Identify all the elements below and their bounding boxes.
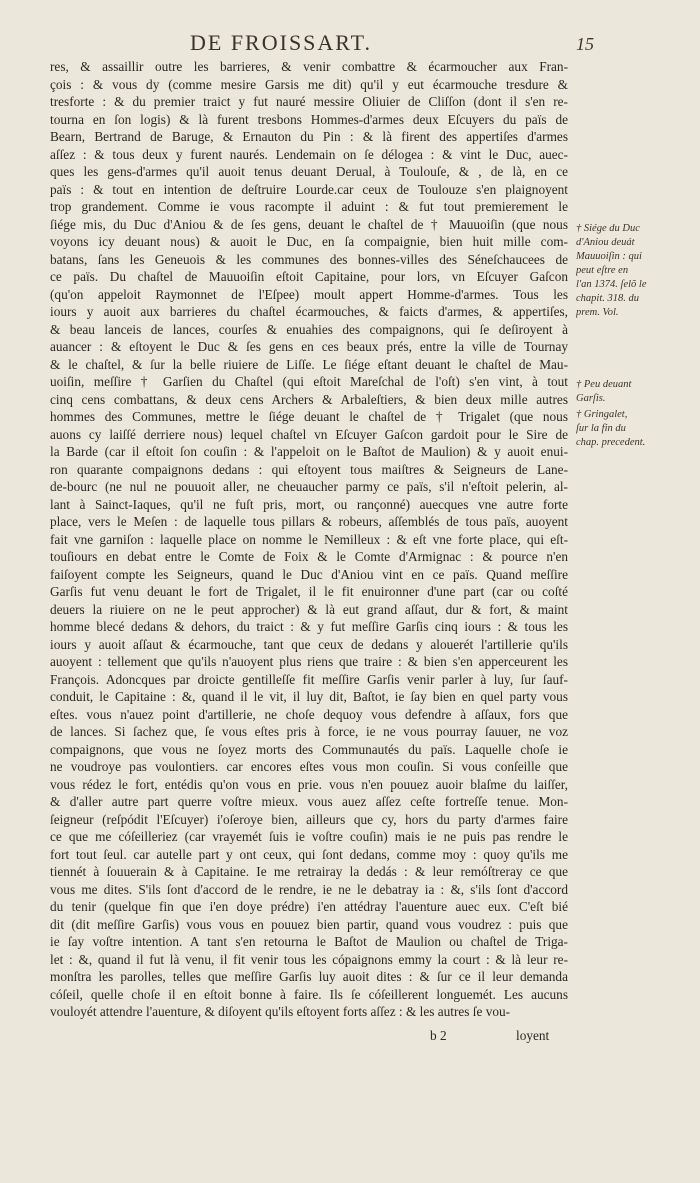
- text-line: du tenir (quelque fin que i'en doye prédre) i'en attédray l'auenture auec eux. C'eſt bié: [50, 899, 568, 914]
- text-line: ne voudroye pas voulontiers. car encores eſtes vous mon couſin. Si vous conſeille que: [50, 759, 568, 774]
- text-line: trop grandement. Comme ie vous racompte il aduint : & fut tout premierement le: [50, 199, 568, 214]
- text-line: vous rédez le fort, entédis qu'on vous en prie. vous n'en pouuez auoir blaſme du laiſſer,: [50, 776, 568, 792]
- text-line: tourna en ſon logis) & là furent tresbons Hommes-d'armes deux Eſcuyers du païs de: [50, 111, 568, 127]
- margin-note-line: † Gringalet,: [576, 409, 628, 420]
- text-line: compaignons, que vous ne ſoyez morts des Communautés du païs. Laquelle choſe ie: [50, 741, 568, 757]
- text-line: batans, ſans les Geneuois & les communes des bonnes-villes des Séneſchaucees de: [50, 251, 568, 267]
- text-line: vous me dites. S'ils ſont d'accord de le rendre, ie ne le debatray ia : &, s'ils ſont d'accord: [50, 881, 568, 897]
- catchword: loyent: [516, 1028, 550, 1043]
- text-line: ie ſay voſtre intention. A tant s'en retourna le Baſtot de Maulion ou chaſtel de Triga-: [50, 934, 568, 949]
- text-line: auoyent : tellement que qu'ils n'auoyent plus riens que traire : & bien s'en apperceurent les: [50, 654, 568, 669]
- margin-note-line: d'Aniou deuát: [576, 237, 635, 248]
- text-line: & d'aller autre part querre voſtre mieux. vous auez aſſez ceſte fortreſſe tenue. Mon-: [50, 794, 568, 809]
- text-line: iours y auoit aſſaut & écarmouche, tant que ceux de dedans y alouerét l'artillerie qu'ils: [50, 636, 568, 652]
- text-line: & le chaſtel, & ſur la belle riuiere de Liſſe. Le ſiége eſtant deuant le chaſtel de Mau-: [50, 356, 568, 372]
- text-line: conduit, le Capitaine : &, quand il le vit, il luy dit, Baſtot, ie ſay bien en quel party vous: [50, 689, 568, 704]
- text-line: touſiours en debat entre le Comte de Foix & le Comte d'Armignac : & pource n'en: [50, 549, 568, 564]
- body-text: [50, 58, 568, 1021]
- text-line: aſſez : & tous deux y furent naurés. Lendemain on ſe délogea : & vint le Duc, auec-: [50, 146, 568, 162]
- text-line: deuers la riuiere on ne le peut approcher) & là eut grand aſſaut, dur & fort, & maint: [50, 601, 568, 617]
- text-line: faiſoyent compte les Seigneurs, quand le Duc d'Aniou vint en ce païs. Quand meſſire: [50, 566, 568, 582]
- text-line: ſiége mis, du Duc d'Aniou & de ſes gens, deuant le chaſtel de † Mauuoiſin (que nous: [50, 216, 568, 232]
- margin-note-line: chapit. 318. du: [576, 293, 639, 304]
- margin-note-siege: [576, 222, 686, 320]
- text-line: res, & assaillir outre les barrieres, & venir combattre & écarmoucher aux Fran-: [50, 59, 568, 74]
- text-line: de lances. Si ſachez que, ſe vous eſtes pris à force, ie ne vous pourray ſauuer, ne voz: [50, 724, 568, 739]
- text-line: (qu'on appeloit Raymonnet de l'Eſpee) moult appert Homme-d'armes. Tous les: [50, 286, 568, 302]
- margin-note-line: Mauuoiſin : qui: [576, 251, 642, 262]
- margin-note-line: † Peu deuant: [576, 379, 632, 390]
- text-line: fort tout ſeul. car autelle part y ont ceux, qui ſont dedans, comme moy : quoy qu'ils me: [50, 846, 568, 862]
- text-line: tresforte : & du premier traict y fut nauré messire Oliuier de Cliſſon (dont il s'en re-: [50, 94, 568, 109]
- running-head: DE FROISSART.: [190, 30, 372, 55]
- text-line: de-bourc (ne nul ne pouuoit aller, ne cheuaucher parmy ce païs, s'il n'eſtoit pelerin, al-: [50, 479, 568, 494]
- text-line: auons cy laiſſé derriere nous) lequel chaſtel vn Eſcuyer Gaſcon gardoit pour le Sire de: [50, 426, 568, 442]
- signature-mark: b 2: [430, 1028, 447, 1043]
- margin-note-line: prem. Vol.: [576, 307, 619, 318]
- text-line: lant à Sainct-Iaques, qu'il ne fuſt pris, mort, ou rançonné) auecques vne autre forte: [50, 496, 568, 512]
- text-line: ron quarante compaignons dedans : qui eſtoyent tous maiſtres & Seigneurs de Lane-: [50, 461, 568, 477]
- text-line: François. Adoncques par droicte gentilleſſe fit meſſire Garſis venir parler à luy, ſur ſauf-: [50, 671, 568, 687]
- text-line: hommes des Communes, mettre le ſiége deuant le chaſtel de † Trigalet (que nous: [50, 409, 568, 424]
- text-line: ce que me cóſeilleriez (car vrayemét ſuis ie voſtre couſin) mais ie ne puis pas rendre le: [50, 829, 568, 844]
- text-line: uoiſin, meſſire † Garſien du Chaſtel (qui eſtoit Mareſchal de l'oſt) s'en vint, à tout: [50, 374, 568, 389]
- text-line: monſtra les parolles, telles que meſſire Garſis luy auoit dites : & ſur ce il leur demanda: [50, 969, 568, 984]
- text-line: auancer : & eſtoyent le Duc & ſes gens en ces beaux prés, entre la ville de Tournay: [50, 339, 568, 354]
- text-line: & beau lanceis de lances, courſes & enuahies des compaignons, qui ſe deſiroyent à: [50, 321, 568, 337]
- margin-note-line: peut eſtre en: [576, 265, 629, 276]
- text-line: cinq cens combattans, & deux cens Archers & Arbaleſtiers, & bien deux mille autres: [50, 391, 568, 407]
- text-line: fait vne garniſon : laquelle place on nomme le Nemilleux : & eſt vne forte place, qui eſt-: [50, 531, 568, 547]
- text-line: çois : & vous dy (comme mesire Garsis me dit) qu'il y eut écarmouche tresdure &: [50, 76, 568, 92]
- margin-note-line: Garſis.: [576, 393, 606, 404]
- text-line: dit (dit meſſire Garſis) vous vous en pouuez bien partir, quand vous voudrez : puis que: [50, 916, 568, 932]
- margin-note-line: ſur la fin du: [576, 423, 626, 434]
- margin-note-gringalet: [576, 408, 686, 450]
- text-line: Bearn, Bertrand de Baruge, & Ernauton du Pin : & là firent des appertiſes d'armes: [50, 129, 568, 144]
- text-line: la Barde (car il eſtoit ſon couſin : & l'appeloit on le Baſtot de Maulion) & y auoit enui-: [50, 444, 568, 459]
- text-line: ce païs. Du chaſtel de Mauuoiſin eſtoit Capitaine, pour lors, vn Eſcuyer Gaſcon: [50, 269, 568, 284]
- text-line: Garſis fut venu deuant le fort de Trigalet, il le fit enuironner d'une part (car ou coſté: [50, 584, 568, 599]
- margin-note-garsis: [576, 378, 686, 406]
- margin-note-line: l'an 1374. ſelõ le: [576, 279, 647, 290]
- text-line: let : &, quand il fut là venu, il fit venir tous les cópaignons emmy la court : & là leur re-: [50, 951, 568, 967]
- text-line: païs : & tout en intention de deſtruire Lourde.car ceux de Toulouze s'en plaignoyent: [50, 181, 568, 197]
- text-line: tiennét à ſouuerain & à Capitaine. Ie me retrairay la dedás : & leur remóſtreray ce que: [50, 864, 568, 879]
- text-line: homme blecé dedans & dehors, du traict : & y fut meſſire Garſis cinq iours : & tous les: [50, 619, 568, 634]
- text-line: ques les gens-d'armes qu'il auoit tenus deuant Derual, à Toulouſe, & , de là, en ce: [50, 164, 568, 179]
- text-line: ſeigneur (reſpódit l'Eſcuyer) i'oſeroye bien, ailleurs que cy, hors du party d'armes faire: [50, 811, 568, 827]
- text-line: cóſeil, quelle choſe il en eſtoit bonne à faire. Ils ſe cóſeillerent longuemét. Les aucuns: [50, 986, 568, 1002]
- text-line: iours y auoit aux barrieres du chaſtel écarmouches, & faicts d'armes, & appertiſes,: [50, 304, 568, 319]
- text-line: eſtes. vous n'auez point d'artillerie, ne choſe dequoy vous defendre à aſſaux, fors que: [50, 706, 568, 722]
- text-line: place, vers le Meſen : de laquelle tous pillars & robeurs, aſſemblés de tous païs, auoyent: [50, 514, 568, 529]
- margin-note-line: chap. precedent.: [576, 437, 646, 448]
- text-line: vouloyét attendre l'auenture, & diſoyent qu'ils eſtoyent forts aſſez : & les autres ſe vou-: [50, 1004, 511, 1019]
- margin-note-line: † Siége du Duc: [576, 223, 640, 234]
- text-line: voyons icy deuant nous) & auoit le Duc, en ſa compaignie, bien huit mille com-: [50, 234, 568, 249]
- page-number: 15: [576, 34, 594, 54]
